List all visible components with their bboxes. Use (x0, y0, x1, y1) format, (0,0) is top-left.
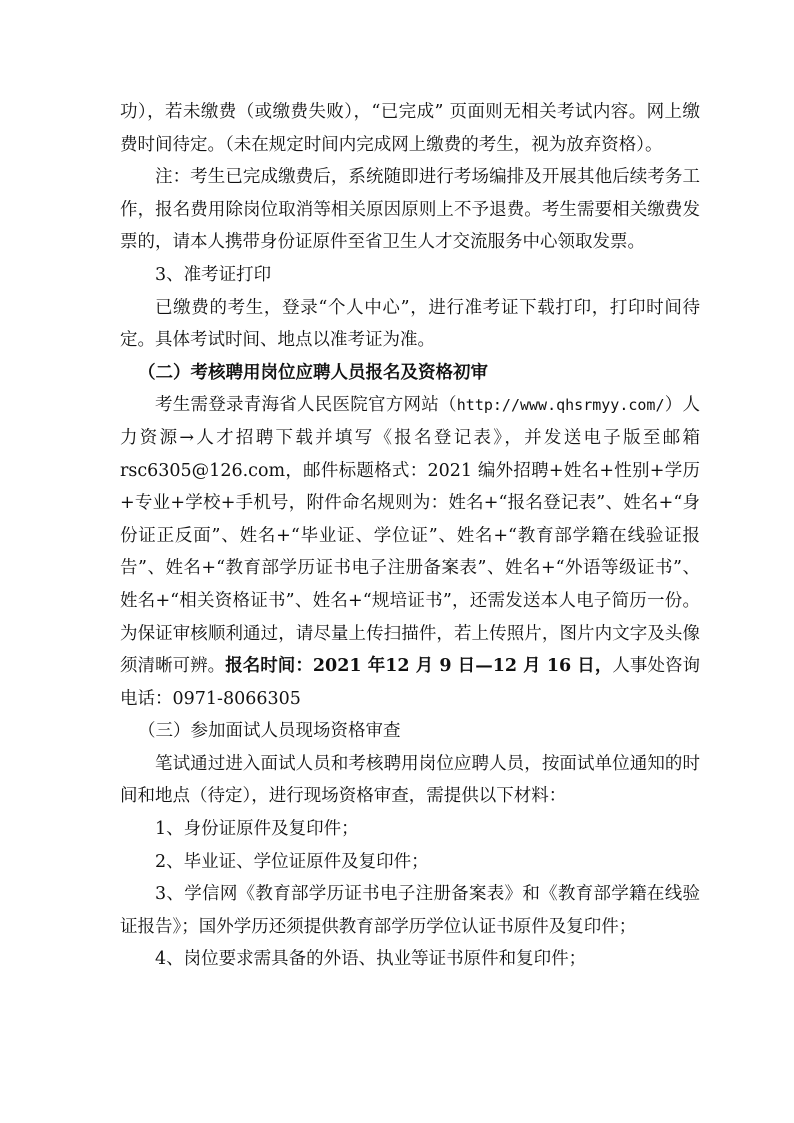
payment-status-paragraph: 功），若未缴费（或缴费失败），“已完成” 页面则无相关考试内容。网上缴费时间待定。（未在规定时间内完成网上缴费的考生，视为放弃资格）。 (120, 102, 700, 155)
hospital-website-link[interactable]: http://www.qhsrmyy.com/ (456, 396, 665, 415)
section-2-heading: （二）考核聘用岗位应聘人员报名及资格初审 (138, 362, 488, 383)
onsite-review-paragraph: 笔试通过进入面试人员和考核聘用岗位应聘人员，按面试单位通知的时间和地点（待定），进行现场资格审查，需提供以下材料： (120, 753, 700, 807)
list-item-diploma: 2、毕业证、学位证原件及复印件； (155, 851, 429, 872)
admission-ticket-heading: 3、准考证打印 (155, 264, 272, 285)
list-item-id-card: 1、身份证原件及复印件； (155, 819, 359, 840)
list-item-certificates: 4、岗位要求需具备的外语、执业等证书原件和复印件； (155, 949, 587, 970)
document-body (120, 96, 700, 976)
registration-instructions-text: ）人力资源→人才招聘下载并填写《报名登记表》，并发送电子版至邮箱 rsc6305@126.com，邮件标题格式：2021 编外招聘+姓名+性别+学历+专业+学校+手机号，附件命名规则为：姓名+“报名登记表”、姓名+“身份证正反面”、姓名+“毕业证、学位证”、姓名+“教育部学籍在线验证报告”、姓名+“教育部学历证书电子注册备案表”、姓名+“外语等级证书”、姓名+“相关资格证书”、姓名+“规培证书”，还需发送本人电子简历一份。为保证审核顺利通过，请尽量上传扫描件，若上传照片，图片内文字及头像须清晰可辨。 (120, 395, 701, 677)
hr-phone-text: 人事处咨询电话：0971-8066305 (120, 656, 701, 709)
registration-period-text: 报名时间：2021 年12 月 9 日—12 月 16 日， (225, 656, 613, 677)
list-item-chsi-reports: 3、学信网《教育部学历证书电子注册备案表》和《教育部学籍在线验证报告》；国外学历还须提供教育部学历学位认证书原件及复印件； (120, 884, 700, 937)
admission-ticket-paragraph: 已缴费的考生，登录“个人中心”，进行准考证下载打印，打印时间待定。具体考试时间、地点以准考证为准。 (120, 297, 700, 351)
section-3-heading: （三）参加面试人员现场资格审查 (138, 721, 401, 742)
registration-paragraph (120, 389, 700, 715)
payment-note-paragraph: 注：考生已完成缴费后，系统随即进行考场编排及开展其他后续考务工作，报名费用除岗位取消等相关原因原则上不予退费。考生需要相关缴费发票的，请本人携带身份证原件至省卫生人才交流服务中心领取发票。 (120, 167, 700, 253)
registration-intro-text: 考生需登录青海省人民医院官方网站（ (155, 395, 457, 416)
